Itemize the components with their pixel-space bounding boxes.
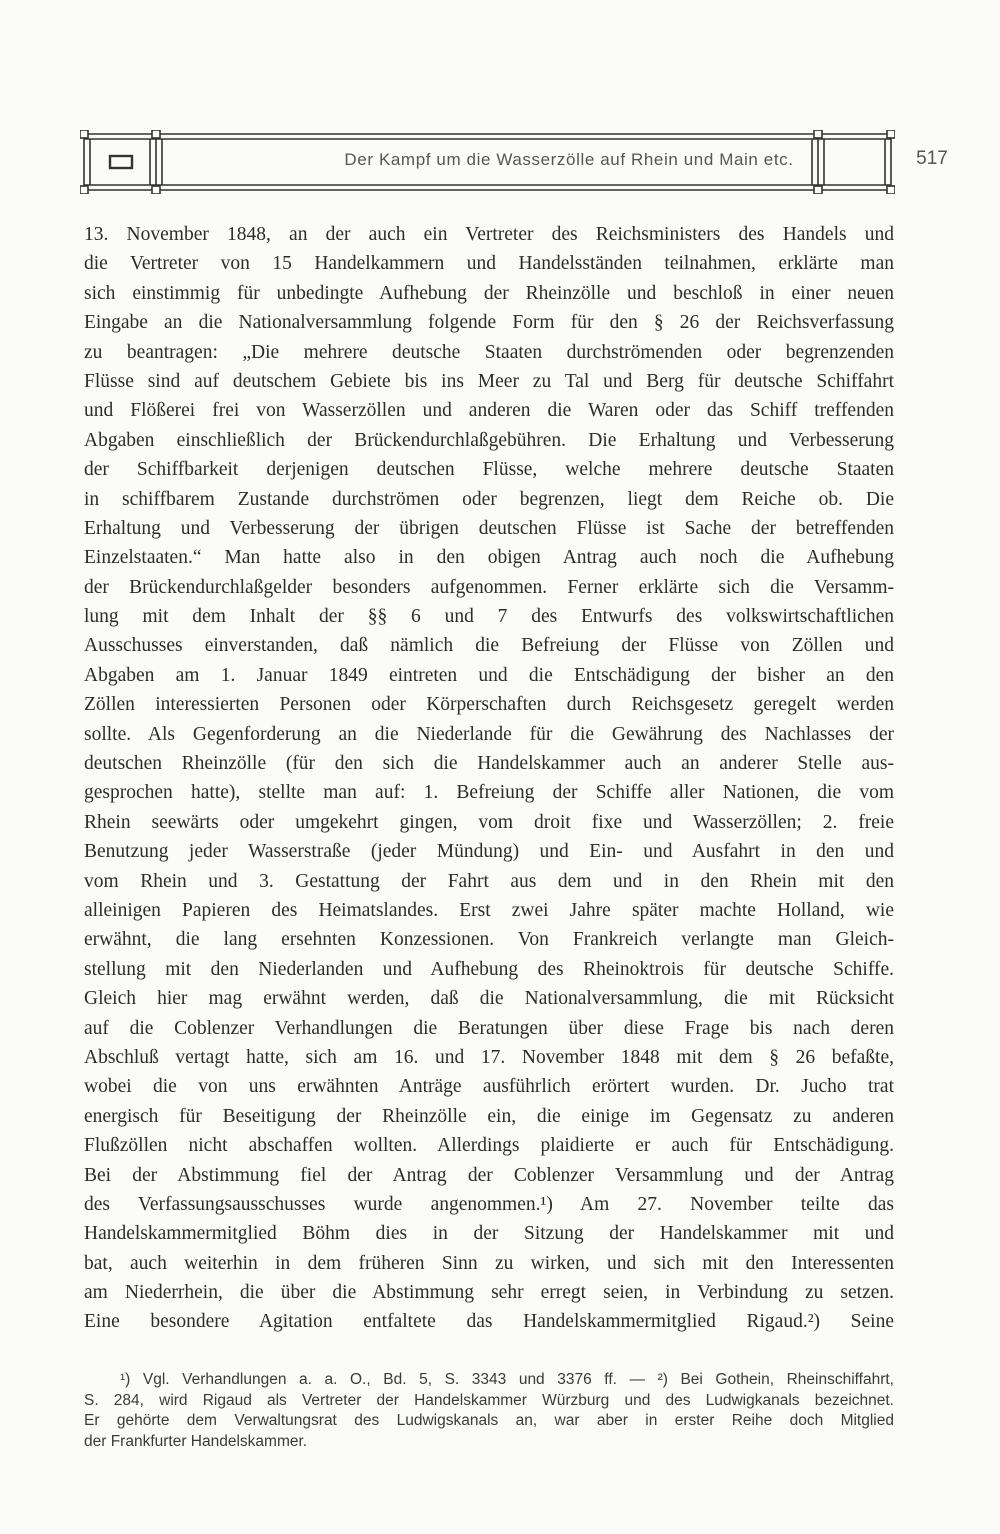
text-line: gesprochen hatte), stellte man auf: 1. Befreiung der Schiffe aller Nationen, die vom xyxy=(84,782,894,804)
text-line: lung mit dem Inhalt der §§ 6 und 7 des Entwurfs des volkswirtschaftlichen xyxy=(84,606,894,628)
text-line: Einzelstaaten.“ Man hatte also in den obigen Antrag auch noch die Aufhebung xyxy=(84,547,894,569)
text-line: Gleich hier mag erwähnt werden, daß die Nationalversammlung, die mit Rücksicht xyxy=(84,988,894,1010)
text-line: stellung mit den Niederlanden und Aufhebung des Rheinoktrois für deutsche Schiffe. xyxy=(84,958,894,980)
page-header xyxy=(80,130,948,194)
text-line: energisch für Beseitigung der Rheinzölle ein, die einige im Gegensatz zu anderen xyxy=(84,1105,894,1127)
text-line: Benutzung jeder Wasserstraße (jeder Mündung) und Ein- und Ausfahrt in den und xyxy=(84,841,894,863)
text-line: die Vertreter von 15 Handelkammern und Handelsständen teilnahmen, erklärte man xyxy=(84,253,894,275)
footnote-line: Er gehörte dem Verwaltungsrat des Ludwigskanals an, war aber in erster Reihe doch Mitglied xyxy=(84,1412,894,1429)
text-line: Abschluß vertagt hatte, sich am 16. und 17. November 1848 mit dem § 26 befaßte, xyxy=(84,1046,894,1068)
footnote-line: S. 284, wird Rigaud als Vertreter der Handelskammer Würzburg und des Ludwigkanals bezeichnet. xyxy=(84,1391,894,1409)
text-line: Flußzöllen nicht abschaffen wollten. Allerdings plaidierte er auch für Entschädigung. xyxy=(84,1135,894,1157)
main-text xyxy=(84,220,894,1337)
text-line: Eine besondere Agitation entfaltete das Handelskammermitglied Rigaud.²) Seine xyxy=(84,1311,894,1333)
text-line: erwähnt, die lang ersehnten Konzessionen. Von Frankreich verlangte man Gleich- xyxy=(84,929,894,951)
text-line: alleinigen Papieren des Heimatslandes. Erst zwei Jahre später machte Holland, wie xyxy=(84,899,894,921)
text-line: Handelskammermitglied Böhm dies in der Sitzung der Handelskammer mit und xyxy=(84,1223,894,1245)
text-line: wobei die von uns erwähnten Anträge ausführlich erörtert wurden. Dr. Jucho trat xyxy=(84,1076,894,1098)
footnote-line: ¹) Vgl. Verhandlungen a. a. O., Bd. 5, S. 3343 und 3376 ff. — ²) Bei Gothein, Rheinschiffahrt, xyxy=(120,1371,894,1388)
text-line: Ausschusses einverstanden, daß nämlich die Befreiung der Flüsse von Zöllen und xyxy=(84,635,894,657)
text-line: am Niederrhein, die über die Abstimmung sehr erregt seien, in Verbindung zu setzen. xyxy=(84,1282,894,1304)
text-line: der Schiffbarkeit derjenigen deutschen Flüsse, welche mehrere deutsche Staaten xyxy=(84,459,894,481)
text-line: und Flößerei frei von Wasserzöllen und anderen die Waren oder das Schiff treffenden xyxy=(84,400,894,422)
text-line: Eingabe an die Nationalversammlung folgende Form für den § 26 der Reichsverfassung xyxy=(84,312,894,334)
page-number: 517 xyxy=(916,148,948,169)
text-line: vom Rhein und 3. Gestattung der Fahrt aus dem und in den Rhein mit den xyxy=(84,870,894,892)
text-line: auf die Coblenzer Verhandlungen die Beratungen über diese Frage bis nach deren xyxy=(84,1017,894,1039)
text-line: des Verfassungsausschusses wurde angenommen.¹) Am 27. November teilte das xyxy=(84,1193,894,1215)
text-line: sich einstimmig für unbedingte Aufhebung der Rheinzölle und beschloß in einer neuen xyxy=(84,282,894,304)
running-title: Der Kampf um die Wasserzölle auf Rhein und Main etc. xyxy=(344,150,794,169)
text-line: Rhein seewärts oder umgekehrt gingen, vom droit fixe und Wasserzöllen; 2. freie xyxy=(84,811,894,833)
text-line: Flüsse sind auf deutschem Gebiete bis ins Meer zu Tal und Berg für deutsche Schiffahrt xyxy=(84,370,894,392)
text-line: Bei der Abstimmung fiel der Antrag der Coblenzer Versammlung und der Antrag xyxy=(84,1164,894,1186)
text-line: deutschen Rheinzölle (für den sich die Handelskammer auch an anderer Stelle aus- xyxy=(84,753,894,775)
footnotes xyxy=(84,1370,894,1452)
footnote-line: der Frankfurter Handelskammer. xyxy=(84,1432,308,1450)
text-line: 13. November 1848, an der auch ein Vertreter des Reichsministers des Handels und xyxy=(84,224,894,245)
text-line: in schiffbarem Zustande durchströmen oder begrenzen, liegt dem Reiche ob. Die xyxy=(84,488,894,510)
text-line: Abgaben einschließlich der Brückendurchlaßgebühren. Die Erhaltung und Verbesserung xyxy=(84,429,894,451)
text-line: Zöllen interessierten Personen oder Körperschaften durch Reichsgesetz geregelt werden xyxy=(84,694,894,716)
text-line: bat, auch weiterhin in dem früheren Sinn zu wirken, und sich mit den Interessenten xyxy=(84,1252,894,1274)
text-line: der Brückendurchlaßgelder besonders aufgenommen. Ferner erklärte sich die Versamm- xyxy=(84,576,894,598)
text-line: zu beantragen: „Die mehrere deutsche Staaten durchströmenden oder begrenzenden xyxy=(84,341,894,363)
text-line: Erhaltung und Verbesserung der übrigen deutschen Flüsse ist Sache der betreffenden xyxy=(84,517,894,539)
text-line: Abgaben am 1. Januar 1849 eintreten und die Entschädigung der bisher an den xyxy=(84,664,894,686)
text-line: sollte. Als Gegenforderung an die Niederlande für die Gewährung des Nachlasses der xyxy=(84,723,894,745)
